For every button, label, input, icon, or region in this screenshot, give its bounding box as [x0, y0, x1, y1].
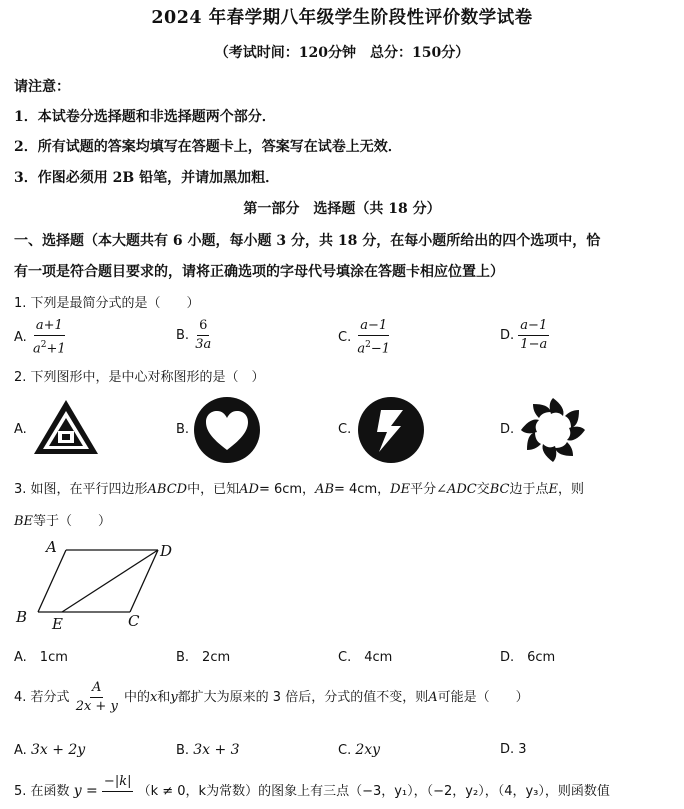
q3-stem-part: 等于（ ）	[33, 514, 112, 529]
q2-option-c[interactable]: C.	[338, 422, 352, 437]
q1-option-a-letter: A.	[14, 330, 27, 346]
q4-option-c-expr: 2xy	[355, 742, 381, 758]
q1-option-c-num: a−1	[358, 318, 389, 336]
q3-stem-line2	[14, 510, 111, 529]
q3-e: E	[548, 482, 559, 497]
q3-bc: BC	[489, 482, 510, 497]
q5-stem	[14, 774, 610, 809]
q3-option-c[interactable]: C. 4cm	[338, 650, 393, 665]
figure-label-b: B	[16, 608, 28, 626]
part1-instruction-line2: 有一项是符合题目要求的，请将正确选项的字母代号填涂在答题卡相应位置上）	[14, 264, 504, 280]
q1-stem: 1. 下列是最简分式的是（ ）	[14, 296, 200, 311]
parallelogram-figure	[10, 538, 180, 634]
q3-option-b[interactable]: B. 2cm	[176, 650, 231, 665]
q4-a: A	[428, 690, 438, 705]
q3-ad: AD	[239, 482, 259, 497]
q5-stem-part: （k ≠ 0，k为常数）的图象上有三点（−3，y₁），（−2，y₂），（4，y₃），则函数值	[137, 784, 610, 799]
q1-option-d[interactable]	[500, 318, 549, 353]
figure-label-e: E	[52, 615, 63, 633]
q4-y: y	[170, 690, 178, 705]
q1-option-b-num: 6	[197, 318, 209, 336]
part1-instruction-line1: 一、选择题（本大题共有 6 小题，每小题 3 分，共 18 分，在每小题所给出的四个选项中，恰	[14, 233, 601, 249]
q4-fraction	[74, 680, 120, 715]
q3-ab-value: = 4cm	[334, 482, 378, 497]
q3-ab: AB	[315, 482, 335, 497]
q1-option-c-den-rest: −1	[370, 341, 391, 357]
q1-option-d-den-base: 1−a	[520, 337, 548, 352]
q1-option-a-num: a+1	[34, 318, 65, 336]
note-1: 1．本试卷分选择题和非选择题两个部分．	[14, 109, 276, 125]
q3-stem-part: 3. 如图，在平行四边形	[14, 482, 148, 497]
triangle-emblem-icon	[32, 398, 100, 456]
q5-fraction	[102, 774, 134, 809]
q4-stem-part: 和	[157, 690, 171, 705]
q1-option-c[interactable]	[338, 318, 392, 357]
q3-stem-line1: 3. 如图，在平行四边形ABCD中，已知AD= 6cm，AB= 4cm，DE平分∠ADC交BC边于点E，则	[14, 482, 585, 497]
q4-option-b[interactable]	[176, 742, 240, 758]
q4-stem-part: 可能是（ ）	[437, 690, 529, 705]
q1-option-d-letter: D.	[500, 328, 515, 343]
q3-stem-part: 平分	[410, 482, 437, 497]
q4-stem	[14, 680, 529, 715]
q1-option-b-letter: B.	[176, 328, 190, 343]
q3-stem-part: ，则	[558, 482, 585, 497]
part1-heading: 第一部分 选择题（共 18 分）	[243, 201, 441, 217]
q2-option-d[interactable]: D.	[500, 422, 515, 437]
q3-option-a[interactable]: A. 1cm	[14, 650, 68, 665]
q1-option-a-den-rest: +1	[46, 341, 66, 357]
note-2: 2．所有试题的答案均填写在答题卡上，答案写在试卷上无效．	[14, 139, 402, 155]
q4-option-c-letter: C.	[338, 743, 352, 758]
figure-label-d: D	[160, 542, 173, 560]
q1-option-c-den-sup: 2	[365, 340, 371, 350]
figure-label-a: A	[46, 538, 57, 556]
q3-ad-value: = 6cm	[258, 482, 303, 497]
q4-option-d-expr: 3	[518, 742, 527, 757]
heart-circle-icon	[193, 396, 261, 464]
q1-option-c-letter: C.	[338, 330, 352, 346]
note-3: 3．作图必须用 2B 铅笔，并请加黑加粗．	[14, 170, 280, 186]
q4-stem-part: 中的	[123, 690, 150, 705]
figure-label-c: C	[128, 612, 140, 630]
q4-option-a-letter: A.	[14, 743, 27, 758]
q4-option-a[interactable]	[14, 742, 85, 758]
q1-option-a-fraction	[31, 318, 68, 357]
q4-option-a-expr: 3x + 2y	[30, 742, 86, 758]
q1-option-c-fraction	[355, 318, 392, 357]
q1-option-b-den-base: 3a	[195, 337, 212, 352]
q5-frac-num: −|k|	[102, 774, 134, 792]
q3-option-d[interactable]: D. 6cm	[500, 650, 556, 665]
q2-option-b[interactable]: B.	[176, 422, 190, 437]
q5-y-eq: y =	[73, 783, 98, 799]
lightning-circle-icon	[357, 396, 425, 464]
q3-angle: ∠ADC	[436, 482, 477, 497]
q1-option-a[interactable]	[14, 318, 68, 357]
q1-option-a-den-base: a	[32, 341, 41, 357]
q3-be: BE	[14, 514, 34, 529]
q1-option-d-num: a−1	[518, 318, 549, 336]
notes-heading: 请注意：	[14, 79, 70, 95]
q1-option-b[interactable]	[176, 318, 213, 353]
q4-stem-part: 都扩大为原来的 3 倍后，分式的值不变，则	[177, 690, 429, 705]
q4-option-d-letter: D.	[500, 742, 515, 757]
q1-option-b-fraction	[193, 318, 213, 353]
q3-stem-part: 交	[476, 482, 490, 497]
q4-frac-num: A	[90, 680, 103, 698]
q1-option-d-fraction	[518, 318, 549, 353]
q1-option-c-den-base: a	[357, 341, 366, 357]
q4-option-b-expr: 3x + 3	[193, 742, 240, 758]
q2-stem: 2. 下列图形中，是中心对称图形的是（ ）	[14, 370, 265, 385]
q4-option-b-letter: B.	[176, 743, 190, 758]
exam-title: 2024 年春学期八年级学生阶段性评价数学试卷	[151, 8, 533, 28]
q3-stem-part: 边于点	[509, 482, 549, 497]
q5-stem-part: 5. 在函数	[14, 784, 70, 799]
q4-frac-den: 2x + y	[75, 699, 118, 714]
q4-option-c[interactable]	[338, 742, 380, 758]
exam-subtitle: （考试时间：120分钟 总分：150分）	[214, 45, 470, 61]
flame-ring-icon	[519, 396, 587, 464]
q2-option-a[interactable]: A.	[14, 422, 27, 437]
q4-stem-part: 4. 若分式	[14, 690, 70, 705]
q3-stem-part: 中，已知	[187, 482, 240, 497]
q3-abcd: ABCD	[147, 482, 188, 497]
q4-x: x	[149, 690, 158, 705]
q1-option-a-den-sup: 2	[40, 340, 47, 350]
q3-de: DE	[390, 482, 411, 497]
q4-option-d[interactable]	[500, 742, 527, 757]
